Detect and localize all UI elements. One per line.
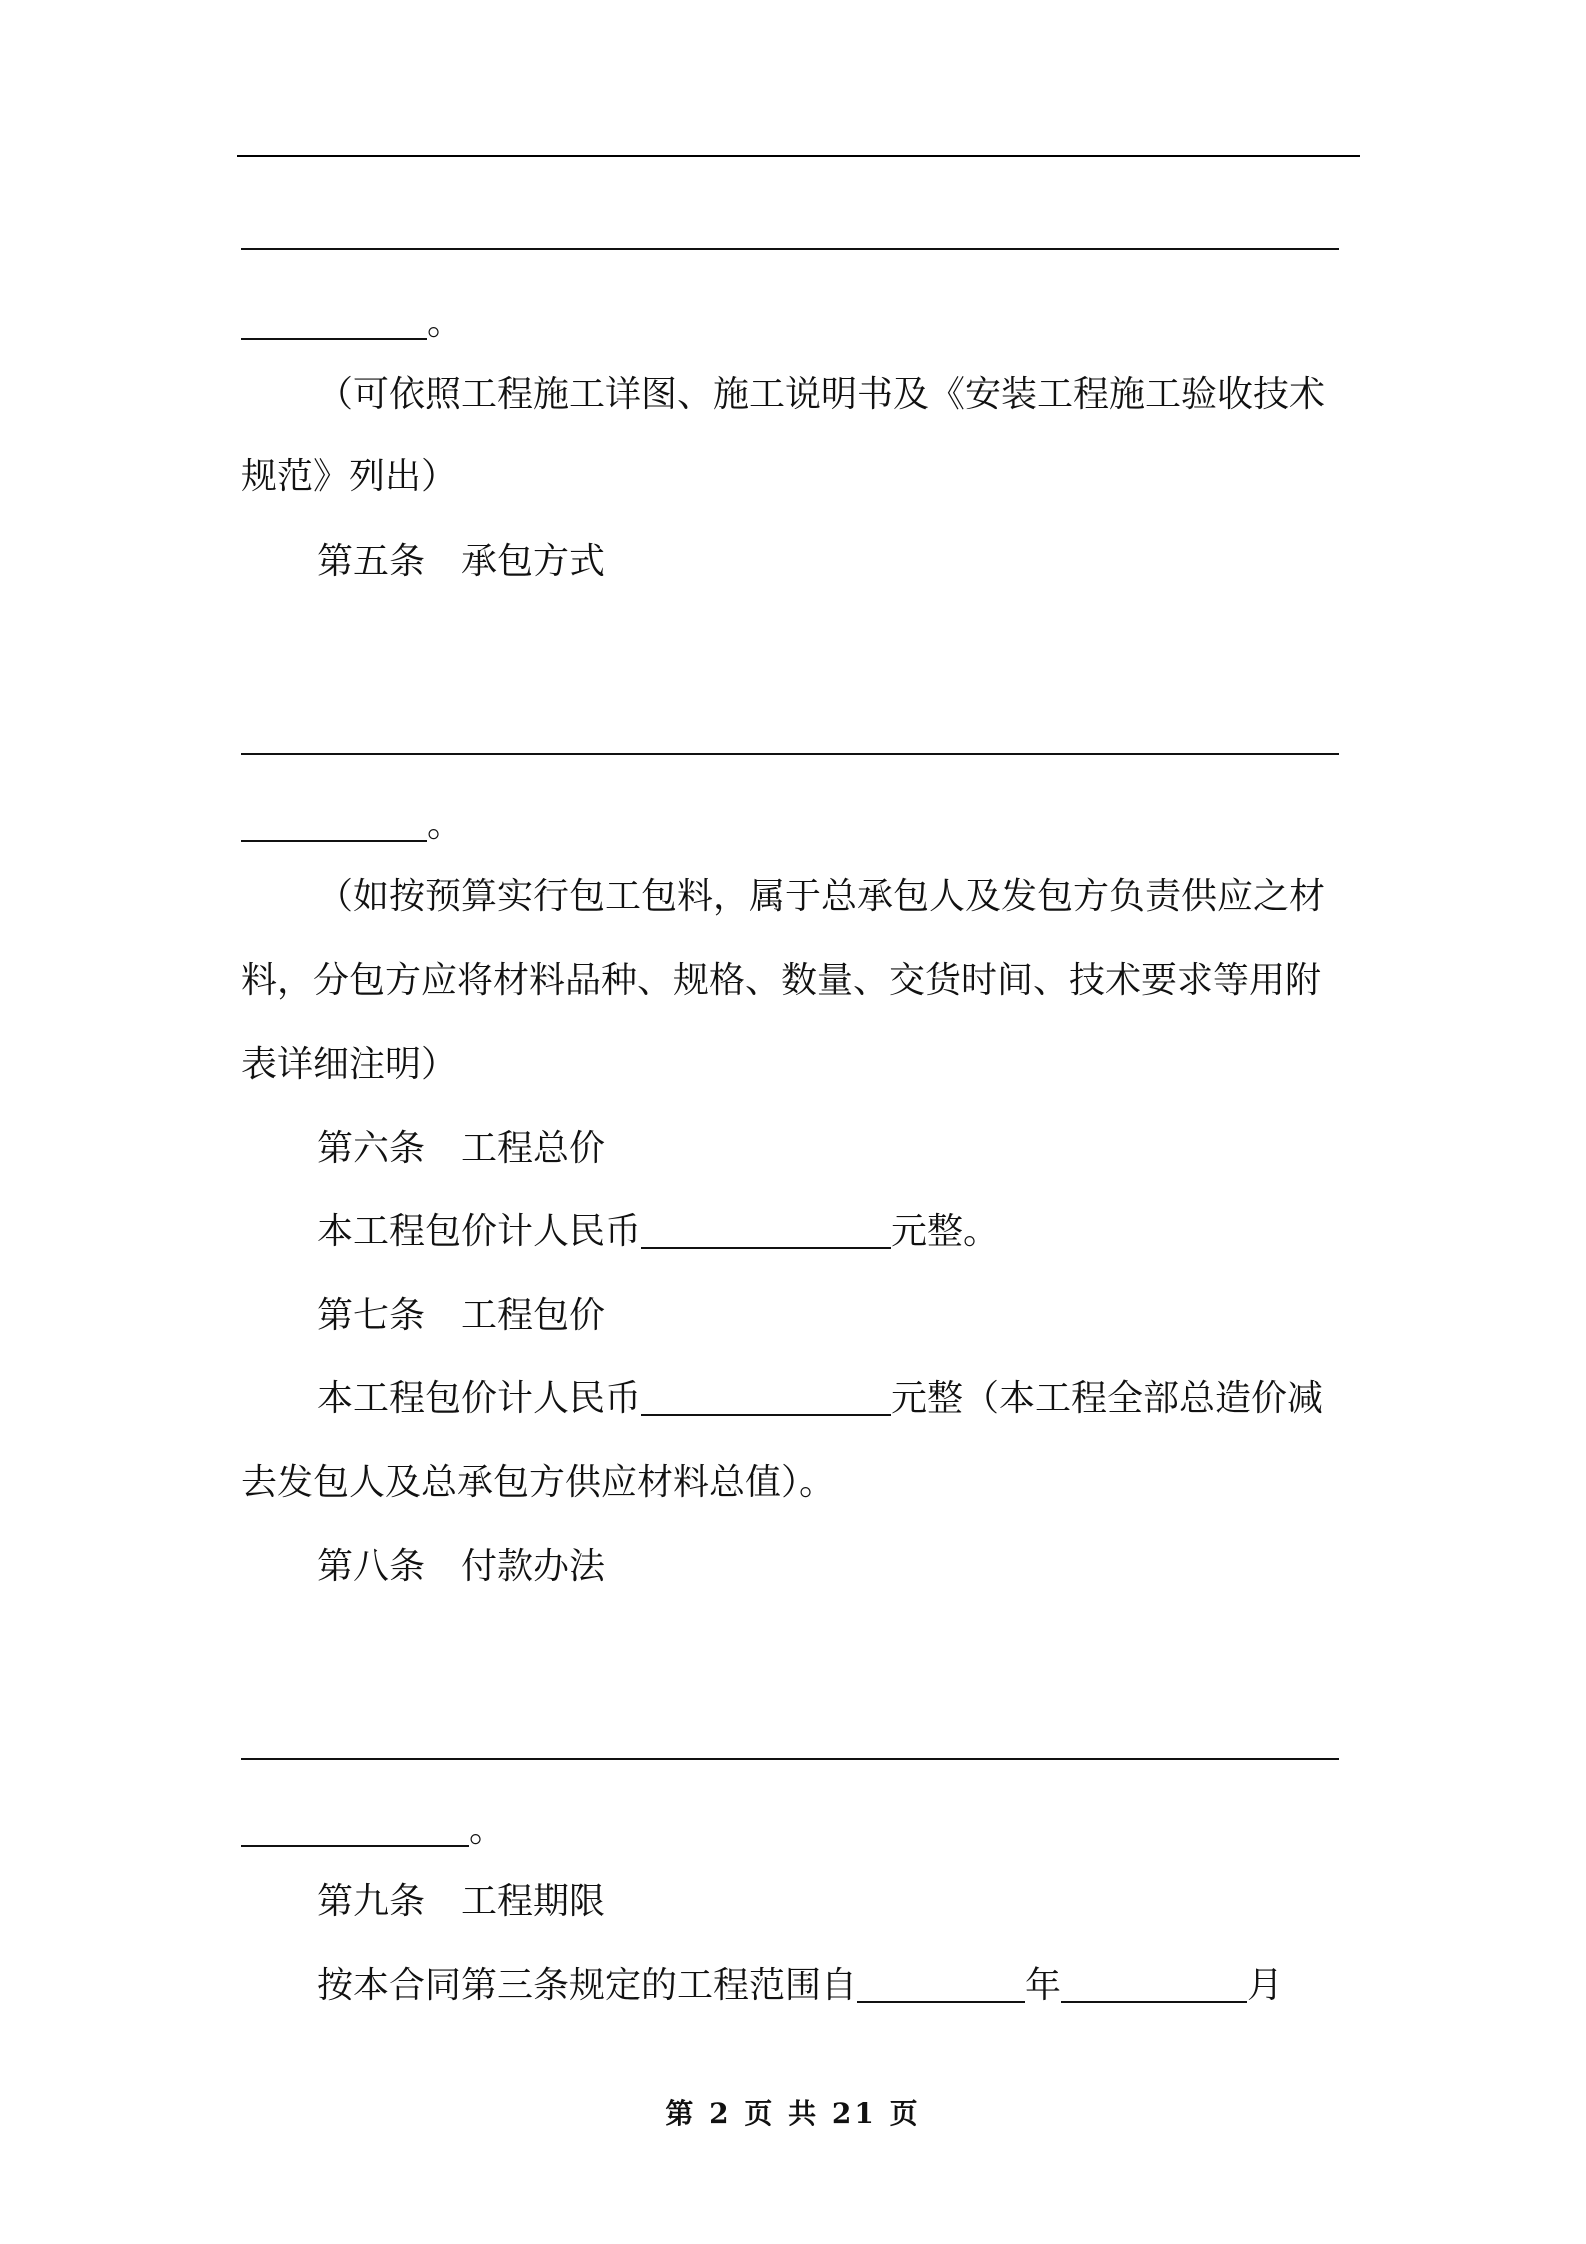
paragraph-line: （可依照工程施工详图、施工说明书及《安装工程施工验收技术: [317, 374, 1326, 415]
text: 年: [1025, 1965, 1062, 2006]
fill-in-blank: [1061, 2001, 1247, 2003]
text: 月: [1247, 1965, 1284, 2006]
paragraph-line: （如按预算实行包工包料，属于总承包人及发包方负责供应之材: [317, 876, 1326, 917]
article-heading-8: 第八条 付款办法: [317, 1546, 606, 1587]
period: 。: [427, 804, 464, 845]
page-number-footer: 第 2 页 共 21 页: [665, 2097, 921, 2130]
article-heading-7: 第七条 工程包价: [317, 1295, 606, 1336]
article-heading-5: 第五条 承包方式: [317, 541, 606, 582]
text: 本工程包价计人民币: [317, 1211, 642, 1252]
fill-in-blank-end: [241, 800, 463, 850]
article-heading-6: 第六条 工程总价: [317, 1128, 606, 1169]
fill-in-blank: [241, 338, 427, 340]
paragraph-line: [317, 1374, 1323, 1424]
text: 元整。: [891, 1211, 1000, 1252]
header-rule: [237, 155, 1360, 157]
fill-in-blank: [241, 840, 427, 842]
fill-in-blank-end: [241, 1805, 505, 1855]
fill-in-blank-line: [241, 753, 1339, 755]
period: 。: [469, 1809, 506, 1850]
text: 按本合同第三条规定的工程范围自: [317, 1965, 858, 2006]
paragraph-line: [317, 1961, 1283, 2011]
fill-in-blank: [857, 2001, 1025, 2003]
paragraph-line: 规范》列出）: [241, 456, 458, 497]
fill-in-blank-end: [241, 298, 463, 348]
paragraph-line: 料，分包方应将材料品种、规格、数量、交货时间、技术要求等用附: [241, 960, 1322, 1001]
fill-in-blank-line: [241, 1758, 1339, 1760]
paragraph-line: 表详细注明）: [241, 1044, 458, 1085]
article-heading-9: 第九条 工程期限: [317, 1881, 606, 1922]
paragraph-line: [317, 1207, 999, 1257]
fill-in-blank: [641, 1247, 891, 1249]
paragraph-line: 去发包人及总承包方供应材料总值）。: [241, 1462, 836, 1503]
text: 本工程包价计人民币: [317, 1378, 642, 1419]
period: 。: [427, 302, 464, 343]
text: 元整（本工程全部总造价减: [891, 1378, 1324, 1419]
fill-in-blank-line: [241, 248, 1339, 250]
fill-in-blank: [641, 1414, 891, 1416]
fill-in-blank: [241, 1845, 469, 1847]
